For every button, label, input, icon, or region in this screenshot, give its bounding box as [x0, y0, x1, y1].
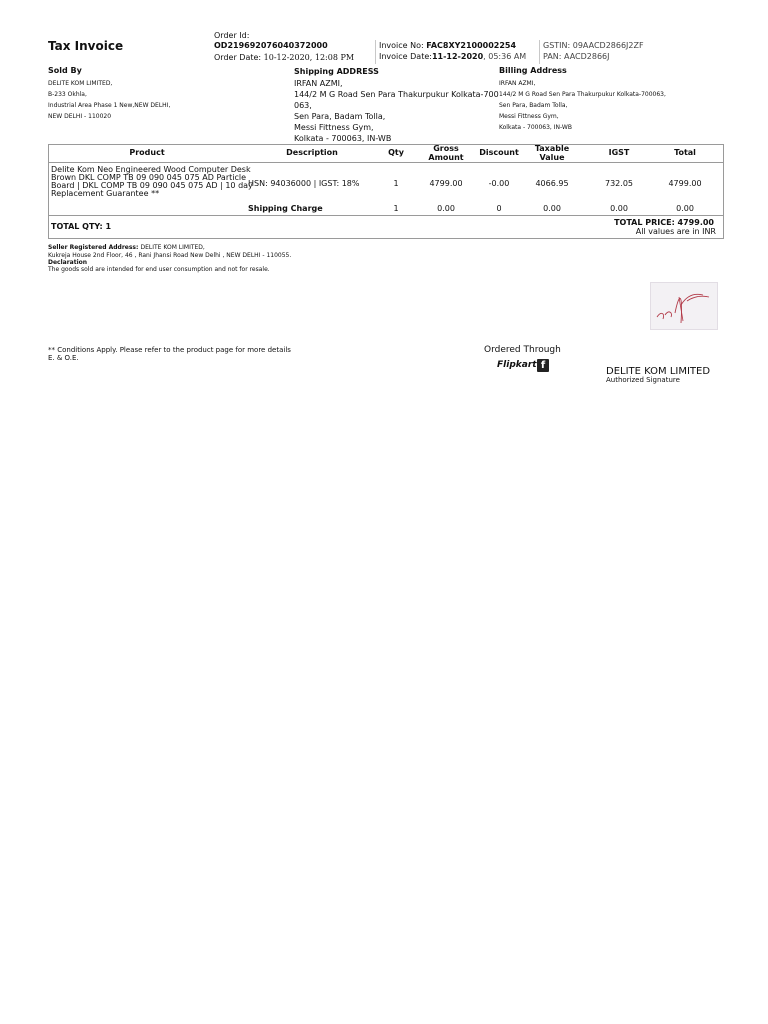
table-row-gross: 4799.00	[429, 179, 463, 188]
table-row-description: HSN: 94036000 | IGST: 18%	[248, 179, 360, 188]
shipping-address: IRFAN AZMI, 144/2 M G Road Sen Para Thakurpukur Kolkata-700 063, Sen Para, Badam Tolla, Messi Fittness Gym, Kolkata - 700063, IN-WB	[294, 79, 499, 143]
col-product: Product	[129, 148, 165, 157]
table-row-igst: 732.05	[605, 179, 633, 188]
shipping-charge-qty: 1	[393, 204, 399, 213]
billing-label: Billing Address	[499, 66, 567, 75]
invoice-date: Invoice Date:11-12-2020, 05:36 AM	[379, 52, 527, 61]
flipkart-bag-icon: f	[537, 359, 549, 372]
pan: PAN: AACD2866J	[543, 52, 610, 61]
signature-scribble-icon	[651, 283, 717, 329]
declaration-text: The goods sold are intended for end user consumption and not for resale.	[48, 266, 270, 273]
seller-registered-line2: Kukreja House 2nd Floor, 46 , Rani Jhansi Road New Delhi , NEW DELHI - 110055.	[48, 252, 292, 259]
sold-by-address: DELITE KOM LIMITED, B-233 Okhla, Industrial Area Phase 1 New,NEW DELHI, NEW DELHI - 110020	[48, 80, 171, 120]
invoice-title: Tax Invoice	[48, 39, 124, 53]
col-discount: Discount	[479, 148, 519, 157]
invoice-no: Invoice No: FAC8XY2100002254	[379, 41, 517, 50]
shipping-charge-gross: 0.00	[437, 204, 455, 213]
table-bottom-border	[48, 238, 724, 239]
table-row-discount: -0.00	[488, 179, 510, 188]
shipping-charge-total: 0.00	[676, 204, 694, 213]
declaration-label: Declaration	[48, 259, 88, 266]
table-header-border	[48, 162, 724, 163]
table-row-product: Delite Kom Neo Engineered Wood Computer Desk Brown DKL COMP TB 09 090 045 075 AD Particle Board | DKL COMP TB 09 090 045 075 AD | 10 day Replacement Guarantee **	[51, 165, 253, 198]
total-price: TOTAL PRICE: 4799.00	[614, 218, 714, 227]
order-id-label: Order Id:	[214, 31, 250, 40]
eoe-note: E. & O.E.	[48, 354, 79, 362]
order-date: Order Date: 10-12-2020, 12:08 PM	[214, 53, 355, 62]
flipkart-logo: Flipkart	[497, 360, 537, 370]
table-row-taxable: 4066.95	[535, 179, 569, 188]
col-gross: Gross Amount	[428, 144, 464, 162]
seller-registered-address: Seller Registered Address: DELITE KOM LIMITED,	[48, 244, 205, 251]
order-id-value: OD219692076040372000	[214, 41, 328, 50]
shipping-charge-discount: 0	[496, 204, 502, 213]
table-top-border	[48, 144, 724, 145]
billing-address: IRFAN AZMI, 144/2 M G Road Sen Para Thakurpukur Kolkata-700063, Sen Para, Badam Tolla, Messi Fittness Gym, Kolkata - 700063, IN-WB	[499, 80, 666, 131]
table-row-total: 4799.00	[668, 179, 702, 188]
col-igst: IGST	[608, 148, 630, 157]
shipping-charge-label: Shipping Charge	[248, 204, 323, 213]
table-row-qty: 1	[393, 179, 399, 188]
gstin: GSTIN: 09AACD2866J2ZF	[543, 41, 644, 50]
shipping-charge-taxable: 0.00	[543, 204, 561, 213]
signatory-company: DELITE KOM LIMITED	[606, 366, 711, 377]
signature-stamp	[650, 282, 718, 330]
total-qty: TOTAL QTY: 1	[51, 222, 112, 231]
shipping-charge-igst: 0.00	[610, 204, 628, 213]
col-total: Total	[674, 148, 696, 157]
conditions-note: ** Conditions Apply. Please refer to the product page for more details	[48, 346, 291, 354]
table-total-border	[48, 215, 724, 216]
col-description: Description	[286, 148, 338, 157]
values-note: All values are in INR	[635, 227, 716, 236]
authorized-signature-label: Authorized Signature	[606, 376, 680, 384]
col-qty: Qty	[388, 148, 404, 157]
sold-by-label: Sold By	[48, 66, 82, 75]
ordered-through-label: Ordered Through	[484, 345, 561, 355]
shipping-label: Shipping ADDRESS	[294, 67, 379, 76]
col-taxable: Taxable Value	[534, 144, 570, 162]
